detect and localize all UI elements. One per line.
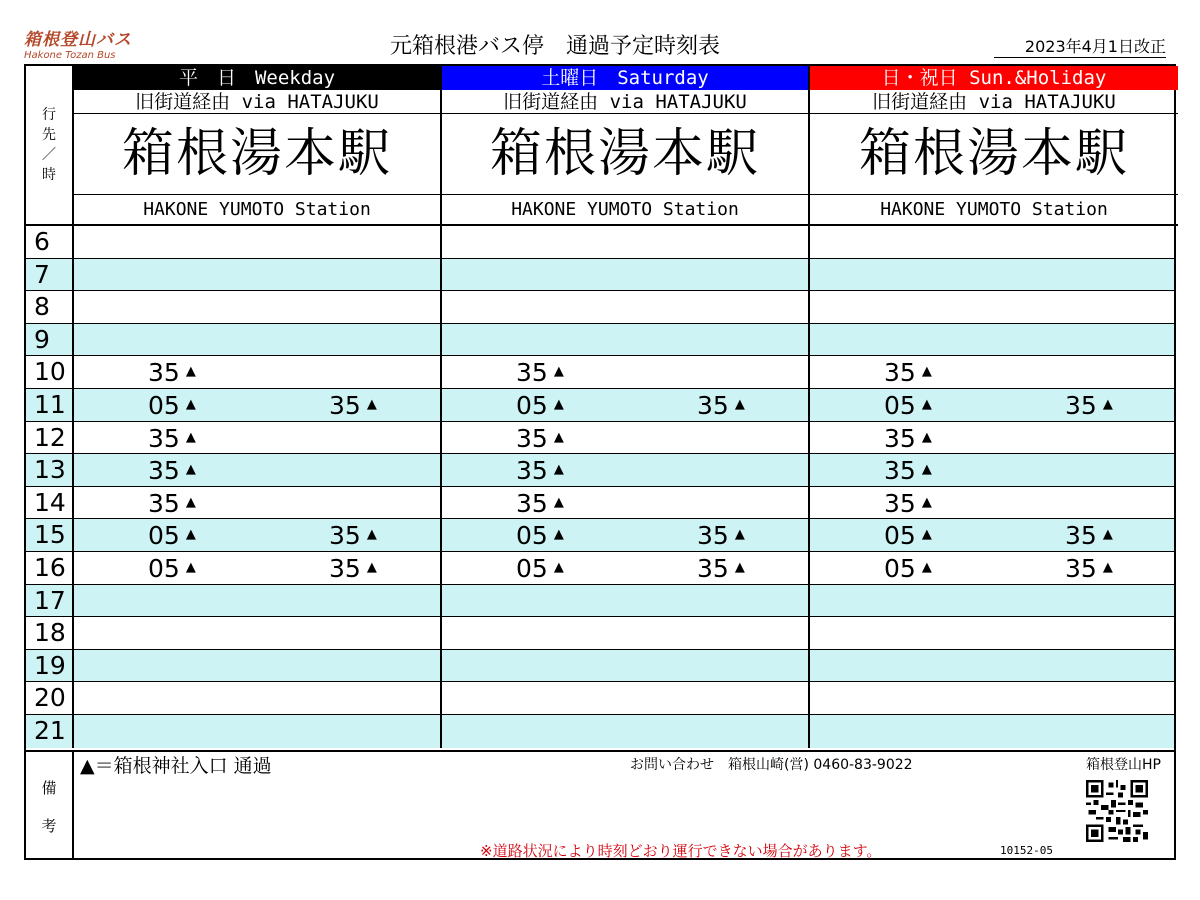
time-cell — [442, 454, 810, 486]
timetable-row — [26, 585, 1174, 618]
route-via: 旧街道経由 via HATAJUKU — [810, 90, 1178, 114]
departure-time — [148, 389, 196, 421]
time-cell — [74, 356, 442, 388]
time-cell — [74, 552, 442, 584]
time-cell — [810, 519, 1178, 551]
remarks-label — [26, 752, 74, 860]
departure-time — [329, 519, 377, 551]
destination-en: HAKONE YUMOTO Station — [810, 194, 1178, 224]
triangle-mark-icon: ▲ — [734, 527, 745, 543]
time-cell — [74, 519, 442, 551]
departure-time — [516, 519, 564, 551]
remarks-section — [26, 750, 1174, 858]
departure-minute: 35 — [148, 358, 180, 388]
departure-minute: 35 — [516, 456, 548, 486]
contact-info: お問い合わせ 箱根山崎(営) 0460-83-9022 — [630, 757, 913, 773]
departure-minute: 05 — [884, 390, 916, 420]
departure-minute: 05 — [148, 553, 180, 583]
column-header-saturday: 土曜日 Saturday — [442, 66, 808, 90]
timetable-row — [26, 259, 1174, 292]
departure-minute: 05 — [148, 390, 180, 420]
triangle-mark-icon: ▲ — [1102, 527, 1113, 543]
timetable-row — [26, 715, 1174, 748]
corner-char: 行 — [42, 107, 56, 123]
departure-time — [697, 389, 745, 421]
time-cell — [74, 324, 442, 356]
triangle-mark-icon: ▲ — [553, 527, 564, 543]
timetable-row — [26, 454, 1174, 487]
departure-minute: 35 — [329, 521, 361, 551]
triangle-mark-icon: ▲ — [185, 494, 196, 510]
destination: 箱根湯本駅 — [121, 124, 392, 184]
time-cell — [74, 226, 442, 258]
timetable-row — [26, 389, 1174, 422]
timetable-row — [26, 650, 1174, 683]
triangle-mark-icon: ▲ — [185, 462, 196, 478]
time-cell — [442, 650, 810, 682]
time-cell — [74, 487, 442, 519]
triangle-mark-icon: ▲ — [553, 396, 564, 412]
time-cell — [442, 585, 810, 617]
timetable-row — [26, 422, 1174, 455]
triangle-mark-icon: ▲ — [366, 396, 377, 412]
departure-minute: 05 — [884, 521, 916, 551]
time-cell — [442, 389, 810, 421]
departure-minute: 35 — [329, 553, 361, 583]
triangle-mark-icon: ▲ — [553, 494, 564, 510]
time-cell — [810, 454, 1178, 486]
departure-minute: 05 — [516, 521, 548, 551]
logo-jp-text: 箱根登山バス — [24, 30, 132, 50]
departure-minute: 35 — [884, 358, 916, 388]
departure-time — [697, 519, 745, 551]
departure-time — [148, 422, 196, 454]
homepage-label: 箱根登山HP — [1086, 757, 1161, 773]
destination-en: HAKONE YUMOTO Station — [74, 194, 440, 224]
triangle-mark-icon: ▲ — [921, 559, 932, 575]
triangle-mark-icon: ▲ — [366, 527, 377, 543]
departure-time — [148, 487, 196, 519]
time-cell — [810, 226, 1178, 258]
departure-time — [1065, 552, 1113, 584]
time-cell — [810, 650, 1178, 682]
timetable-row — [26, 682, 1174, 715]
timetable-row — [26, 487, 1174, 520]
departure-time — [148, 552, 196, 584]
hour-label: 12 — [26, 422, 74, 454]
time-cell — [442, 487, 810, 519]
departure-minute: 35 — [884, 423, 916, 453]
departure-time — [884, 552, 932, 584]
triangle-mark-icon: ▲ — [185, 396, 196, 412]
departure-minute: 35 — [148, 456, 180, 486]
departure-minute: 35 — [884, 488, 916, 518]
departure-minute: 35 — [148, 423, 180, 453]
time-cell — [442, 519, 810, 551]
revision-date: 2023年4月1日改正 — [994, 37, 1166, 58]
time-cell — [74, 650, 442, 682]
company-logo — [24, 30, 154, 62]
departure-minute: 35 — [1065, 553, 1097, 583]
triangle-mark-icon: ▲ — [921, 527, 932, 543]
hour-label: 14 — [26, 487, 74, 519]
triangle-mark-icon: ▲ — [1102, 396, 1113, 412]
column-header-weekday: 平 日 Weekday — [74, 66, 440, 90]
timetable — [24, 64, 1176, 860]
time-cell — [810, 389, 1178, 421]
time-cell — [442, 715, 810, 748]
departure-minute: 05 — [148, 521, 180, 551]
departure-time — [1065, 519, 1113, 551]
time-cell — [810, 487, 1178, 519]
hour-label: 15 — [26, 519, 74, 551]
hour-label: 10 — [26, 356, 74, 388]
departure-minute: 35 — [329, 390, 361, 420]
time-cell — [74, 585, 442, 617]
departure-minute: 35 — [1065, 521, 1097, 551]
corner-char: ／ — [42, 147, 56, 163]
departure-time — [884, 389, 932, 421]
departure-time — [516, 389, 564, 421]
time-cell — [74, 291, 442, 323]
triangle-mark-icon: ▲ — [734, 559, 745, 575]
departure-time — [884, 454, 932, 486]
departure-minute: 35 — [516, 358, 548, 388]
departure-minute: 05 — [884, 553, 916, 583]
destination: 箱根湯本駅 — [858, 124, 1129, 184]
departure-minute: 35 — [1065, 390, 1097, 420]
hour-label: 13 — [26, 454, 74, 486]
time-cell — [810, 356, 1178, 388]
departure-minute: 35 — [516, 423, 548, 453]
departure-time — [329, 389, 377, 421]
hour-label: 19 — [26, 650, 74, 682]
triangle-mark-icon: ▲ — [921, 429, 932, 445]
timetable-row — [26, 356, 1174, 389]
departure-time — [1065, 389, 1113, 421]
time-cell — [442, 682, 810, 714]
hour-label: 20 — [26, 682, 74, 714]
triangle-mark-icon: ▲ — [734, 396, 745, 412]
departure-time — [516, 552, 564, 584]
column-holiday — [810, 66, 1178, 226]
time-cell — [74, 422, 442, 454]
timetable-row — [26, 291, 1174, 324]
hour-label: 9 — [26, 324, 74, 356]
time-cell — [810, 682, 1178, 714]
time-cell — [810, 259, 1178, 291]
time-cell — [442, 226, 810, 258]
destination-en: HAKONE YUMOTO Station — [442, 194, 808, 224]
time-cell — [810, 422, 1178, 454]
departure-minute: 35 — [148, 488, 180, 518]
timetable-row — [26, 519, 1174, 552]
hour-label: 6 — [26, 226, 74, 258]
departure-time — [516, 356, 564, 388]
time-cell — [74, 389, 442, 421]
timetable-row — [26, 617, 1174, 650]
column-weekday — [74, 66, 442, 226]
time-cell — [810, 585, 1178, 617]
hour-label: 11 — [26, 389, 74, 421]
column-saturday — [442, 66, 810, 226]
triangle-mark-icon: ▲ — [185, 364, 196, 380]
departure-time — [329, 552, 377, 584]
departure-time — [884, 519, 932, 551]
page-title: 元箱根港バス停 通過予定時刻表 — [390, 34, 721, 59]
triangle-mark-icon: ▲ — [921, 494, 932, 510]
time-cell — [74, 617, 442, 649]
timetable-row — [26, 226, 1174, 259]
triangle-mark-icon: ▲ — [366, 559, 377, 575]
qr-code-icon[interactable] — [1086, 780, 1148, 842]
time-cell — [810, 324, 1178, 356]
time-cell — [442, 422, 810, 454]
triangle-mark-icon: ▲ — [553, 559, 564, 575]
triangle-mark-icon: ▲ — [921, 396, 932, 412]
time-cell — [74, 682, 442, 714]
departure-time — [516, 487, 564, 519]
triangle-mark-icon: ▲ — [553, 462, 564, 478]
delay-notice: ※道路状況により時刻どおり運行できない場合があります。 — [480, 842, 882, 860]
triangle-mark-icon: ▲ — [553, 364, 564, 380]
triangle-mark-icon: ▲ — [553, 429, 564, 445]
triangle-mark-icon: ▲ — [185, 527, 196, 543]
departure-minute: 35 — [697, 390, 729, 420]
departure-time — [148, 454, 196, 486]
departure-minute: 35 — [697, 521, 729, 551]
destination: 箱根湯本駅 — [489, 124, 760, 184]
time-cell — [442, 356, 810, 388]
timetable-row — [26, 552, 1174, 585]
time-cell — [74, 715, 442, 748]
departure-time — [516, 454, 564, 486]
hour-label: 8 — [26, 291, 74, 323]
hour-label: 16 — [26, 552, 74, 584]
departure-time — [516, 422, 564, 454]
timetable-row — [26, 324, 1174, 357]
time-cell — [442, 259, 810, 291]
time-cell — [810, 552, 1178, 584]
departure-time — [697, 552, 745, 584]
departure-time — [884, 422, 932, 454]
hour-label: 7 — [26, 259, 74, 291]
time-cell — [810, 715, 1178, 748]
document-code: 10152-05 — [1000, 844, 1053, 857]
time-cell — [810, 617, 1178, 649]
departure-time — [148, 519, 196, 551]
route-via: 旧街道経由 via HATAJUKU — [74, 90, 440, 114]
timetable-rows — [26, 226, 1174, 748]
time-cell — [442, 617, 810, 649]
logo-en-text: Hakone Tozan Bus — [24, 50, 116, 61]
departure-minute: 35 — [884, 456, 916, 486]
departure-time — [884, 487, 932, 519]
departure-minute: 35 — [697, 553, 729, 583]
time-cell — [810, 291, 1178, 323]
triangle-mark-icon: ▲ — [921, 364, 932, 380]
triangle-mark-icon: ▲ — [185, 559, 196, 575]
legend-note: ▲＝箱根神社入口 通過 — [80, 755, 272, 777]
hour-label: 18 — [26, 617, 74, 649]
time-cell — [442, 291, 810, 323]
destination-hour-label — [26, 66, 74, 226]
triangle-mark-icon: ▲ — [921, 462, 932, 478]
hour-label: 17 — [26, 585, 74, 617]
time-cell — [442, 324, 810, 356]
hour-label: 21 — [26, 715, 74, 748]
remarks-char: 考 — [41, 816, 57, 835]
remarks-char: 備 — [41, 778, 57, 797]
departure-minute: 05 — [516, 553, 548, 583]
departure-time — [884, 356, 932, 388]
triangle-mark-icon: ▲ — [185, 429, 196, 445]
time-cell — [442, 552, 810, 584]
time-cell — [74, 259, 442, 291]
departure-time — [148, 356, 196, 388]
triangle-mark-icon: ▲ — [1102, 559, 1113, 575]
departure-minute: 35 — [516, 488, 548, 518]
corner-char: 時 — [42, 167, 56, 183]
time-cell — [74, 454, 442, 486]
departure-minute: 05 — [516, 390, 548, 420]
route-via: 旧街道経由 via HATAJUKU — [442, 90, 808, 114]
corner-char: 先 — [42, 127, 56, 143]
column-header-holiday: 日・祝日 Sun.&Holiday — [810, 66, 1178, 90]
